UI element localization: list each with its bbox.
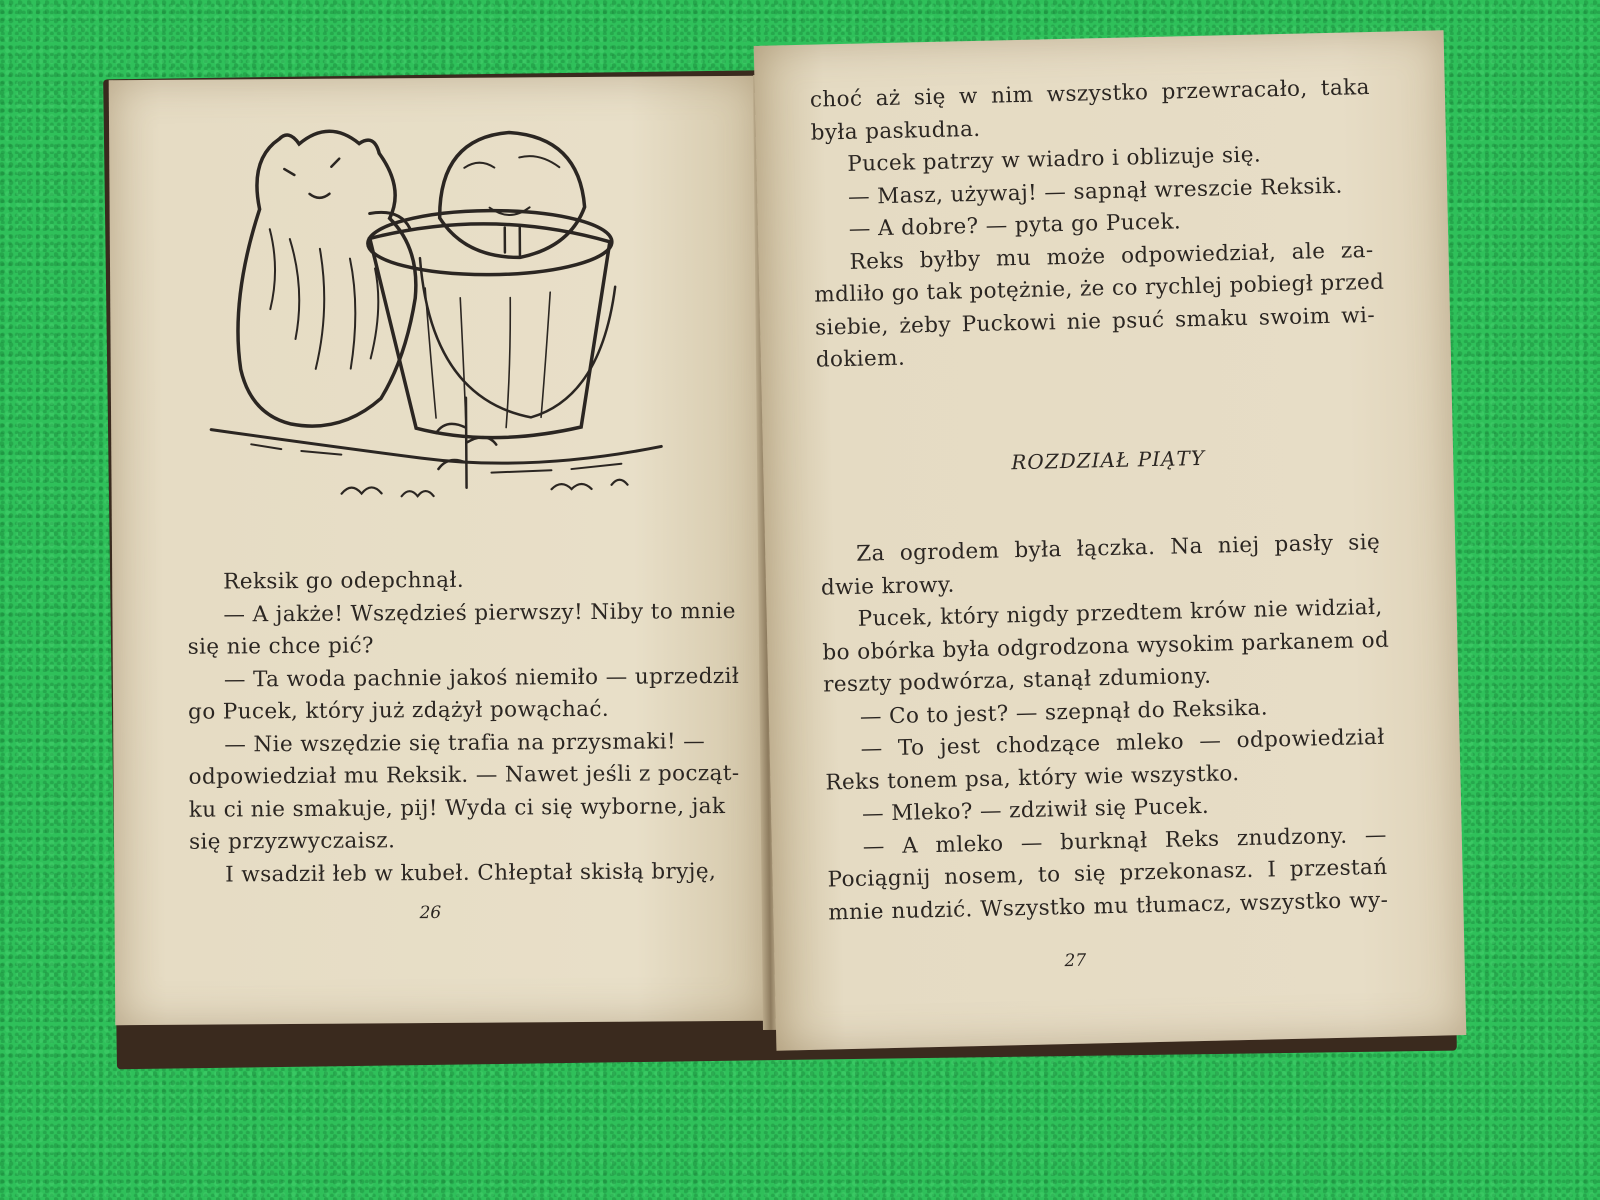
- text-line: się nie chce pić?: [187, 633, 375, 660]
- text-line: — Nie wszędzie się trafia na przysmaki! —: [224, 728, 706, 757]
- text-line: dokiem.: [815, 345, 906, 373]
- text-line: Reks byłby mu może odpowiedział, ale za-: [849, 237, 1374, 275]
- left-page-text: [187, 563, 740, 892]
- right-page-text-top: [809, 72, 1385, 377]
- text-line: — Mleko? — zdziwił się Pucek.: [861, 793, 1210, 827]
- text-line: dwie krowy.: [820, 572, 956, 601]
- text-line: Za ogrodem była łączka. Na niej pasły się: [855, 529, 1381, 567]
- right-page-text-bottom: [820, 527, 1389, 930]
- text-line: Pucek patrzy w wiadro i oblizuje się.: [847, 142, 1262, 177]
- text-line: Pociągnij nosem, to się przekonasz. I przestań: [827, 854, 1388, 893]
- left-page: [109, 76, 768, 1026]
- text-line: reszty podwórza, stanął zdumiony.: [822, 663, 1212, 698]
- text-line: Reksik go odepchnął.: [223, 567, 465, 595]
- text-line: siebie, żeby Puckowi nie psuć smaku swoim wi-: [814, 302, 1376, 341]
- text-line: — A dobre? — pyta go Pucek.: [848, 209, 1182, 242]
- text-line: bo obórka była odgrodzona wysokim parkanem od: [822, 627, 1390, 666]
- text-line: go Pucek, który już zdążył powąchać.: [188, 696, 610, 725]
- text-line: choć aż się w nim wszystko przewracało, taka: [809, 74, 1371, 113]
- text-line: — Masz, używaj! — sapnął wreszcie Reksik.: [847, 173, 1343, 210]
- text-line: mnie nudzić. Wszystko mu tłumacz, wszystko wy-: [828, 887, 1389, 925]
- text-line: mdliło go tak potężnie, że co rychlej pobiegł przed: [814, 269, 1385, 308]
- text-line: I wsadził łeb w kubeł. Chłeptał skisłą bryję,: [225, 858, 717, 887]
- chapter-title: ROZDZIAŁ PIĄTY: [1011, 445, 1206, 475]
- right-page: [754, 30, 1467, 1050]
- text-line: — Ta woda pachnie jakoś niemiło — uprzedził: [223, 663, 740, 692]
- text-line: się przyzwyczaisz.: [188, 828, 396, 855]
- text-line: — A jakże! Wszędzieś pierwszy! Niby to mnie: [223, 598, 736, 627]
- text-line: — To jest chodzące mleko — odpowiedział: [860, 724, 1385, 762]
- text-line: odpowiedział mu Reksik. — Nawet jeśli z począt-: [188, 760, 740, 790]
- page-number-left: 26: [419, 902, 442, 924]
- text-line: była paskudna.: [810, 116, 981, 146]
- text-line: Pucek, który nigdy przedtem krów nie widział,: [857, 594, 1383, 632]
- text-line: ku ci nie smakuje, pij! Wyda ci się wyborne, jak: [188, 793, 726, 823]
- text-line: — A mleko — burknął Reks znudzony. —: [862, 822, 1388, 860]
- text-line: Reks tonem psa, który wie wszystko.: [825, 760, 1240, 796]
- dogs-bucket-illustration: [189, 96, 692, 529]
- text-line: — Co to jest? — szepnął do Reksika.: [859, 694, 1269, 730]
- page-number-right: 27: [1064, 950, 1087, 972]
